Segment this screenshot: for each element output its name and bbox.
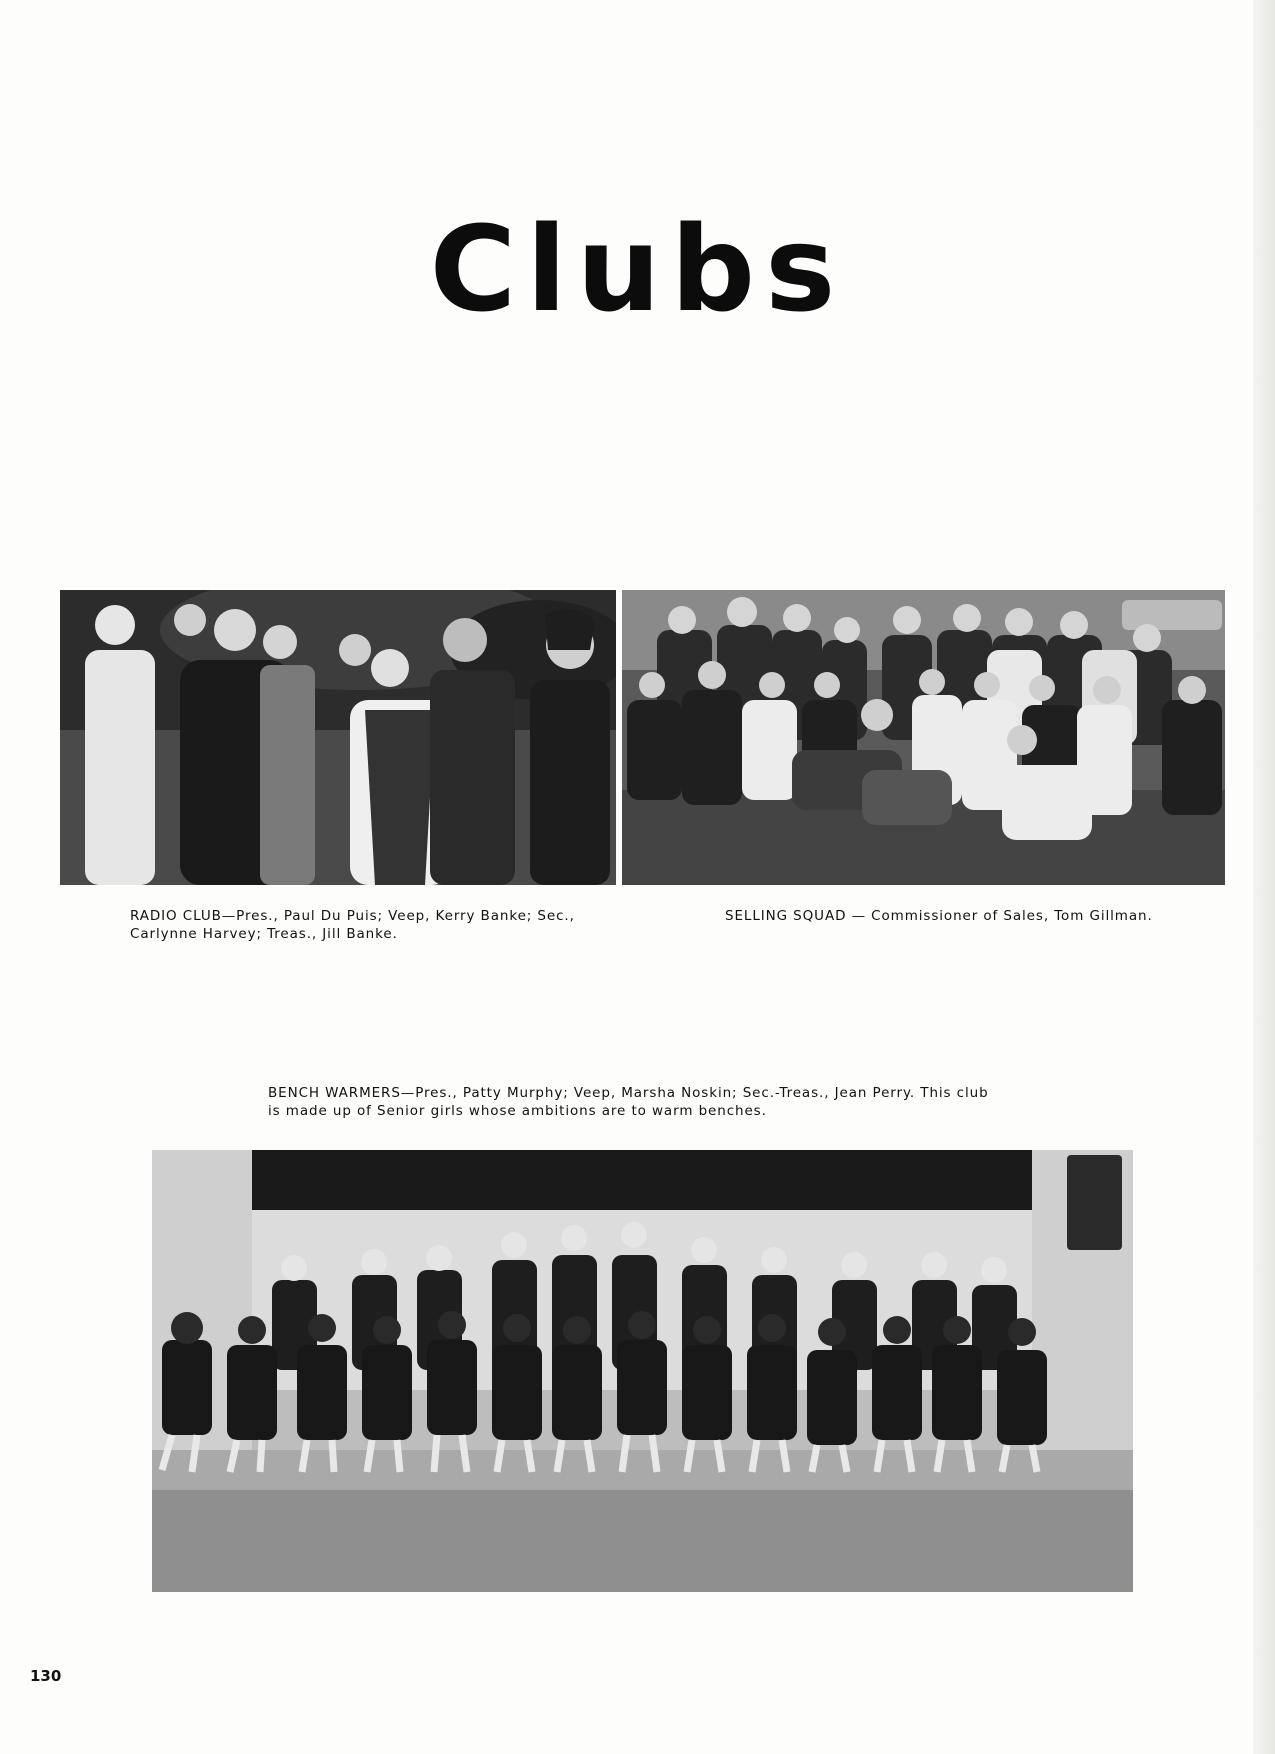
page-title: Clubs xyxy=(429,200,846,338)
radio-club-photo xyxy=(60,590,616,885)
page-number: 130 xyxy=(30,1667,62,1685)
bench-warmers-caption-line1: BENCH WARMERS—Pres., Patty Murphy; Veep, Marsha Noskin; Sec.-Treas., Jean Perry. This club xyxy=(268,1085,989,1101)
bench-warmers-caption-line2: is made up of Senior girls whose ambitions are to warm benches. xyxy=(268,1103,767,1119)
selling-squad-caption: SELLING SQUAD — Commissioner of Sales, Tom Gillman. xyxy=(725,908,1153,924)
radio-club-caption-line2: Carlynne Harvey; Treas., Jill Banke. xyxy=(130,926,398,942)
selling-squad-photo xyxy=(622,590,1225,885)
bench-warmers-photo xyxy=(152,1150,1133,1592)
radio-club-caption-line1: RADIO CLUB—Pres., Paul Du Puis; Veep, Kerry Banke; Sec., xyxy=(130,908,575,924)
